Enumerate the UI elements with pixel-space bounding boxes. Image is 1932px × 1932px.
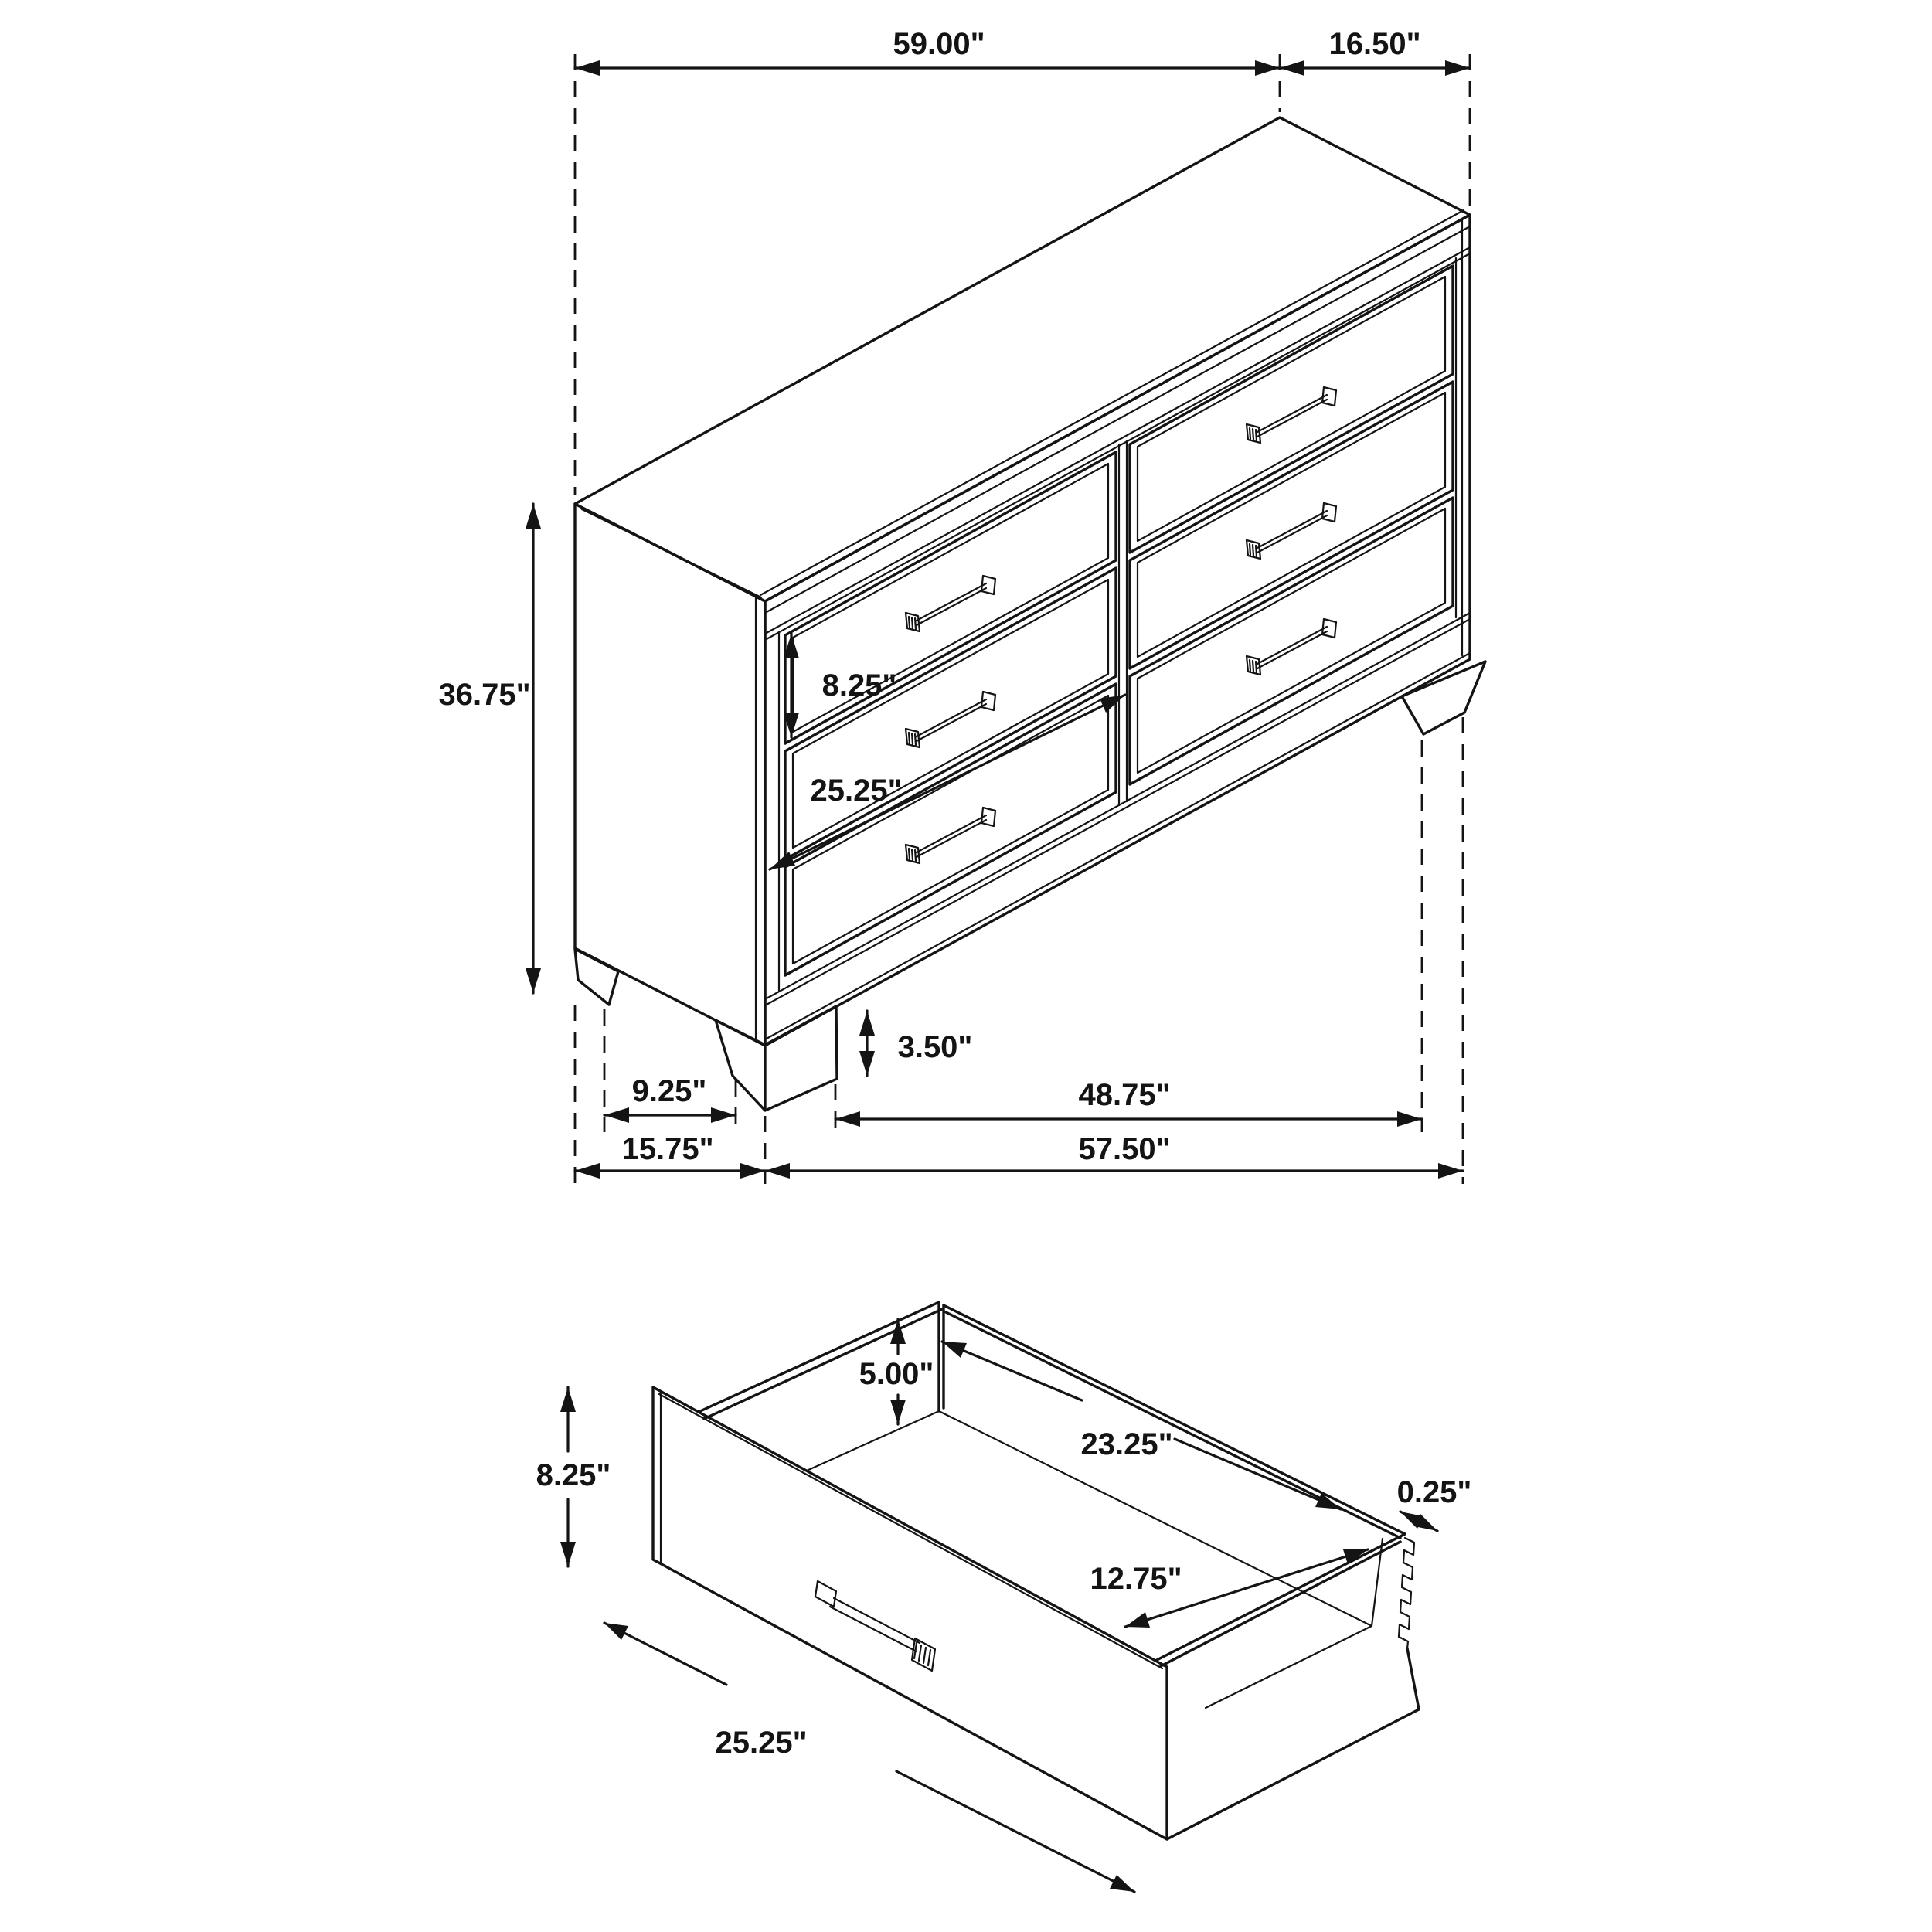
- drawer-right-bottom-silhouette: [1167, 1648, 1419, 1839]
- drawer-4-handle: [1247, 387, 1336, 443]
- drawer-front-5-inner: [1138, 393, 1445, 657]
- drawer-dim-arrowheads: [560, 1319, 1437, 1892]
- drawer-2-handle: [906, 692, 995, 747]
- drawer-3-handle: [906, 808, 995, 863]
- dim-top-width-label: 59.00": [893, 27, 985, 61]
- drawer-front-6-inner: [1138, 509, 1445, 773]
- dim-side-bottom-depth-label: 15.75": [621, 1132, 714, 1166]
- drawer-back-corner-edge: [939, 1302, 944, 1411]
- dim-interior-depth-label: 23.25": [1080, 1427, 1173, 1461]
- dim-overall-height-label: 36.75": [438, 678, 531, 712]
- dim-interior-width-label: 12.75": [1090, 1562, 1182, 1596]
- dim-bottom-width-label: 57.50": [1078, 1132, 1171, 1166]
- dim-drawer-front-width-label: 25.25": [810, 774, 903, 808]
- dresser-view: [438, 27, 1485, 1184]
- drawer-5-handle: [1247, 503, 1336, 559]
- drawer-box-view: [536, 1302, 1472, 1892]
- dim-box-front-width-label: 25.25": [715, 1726, 808, 1760]
- dresser-center-stile: [1119, 440, 1127, 805]
- dim-front-bottom-width-label: 48.75": [1078, 1078, 1171, 1112]
- drawer-front-4-inner: [1138, 277, 1445, 541]
- dim-depth-label: 16.50": [1328, 27, 1421, 61]
- dim-box-front-height-label: 8.25": [536, 1458, 611, 1492]
- dim-foot-height-label: 3.50": [897, 1030, 973, 1064]
- drawer-right-wall-top-edge: [1155, 1534, 1405, 1666]
- dim-line-box-front-width: [604, 1623, 1134, 1892]
- drawer-front-2-outer: [785, 568, 1116, 859]
- drawer-dovetail-joint: [1399, 1538, 1414, 1648]
- drawer-front-3-outer: [785, 684, 1116, 975]
- dim-foot-gap-label: 9.25": [631, 1074, 707, 1108]
- dresser-front-left-foot: [716, 1006, 837, 1111]
- dim-interior-back-height-label: 5.00": [859, 1357, 934, 1391]
- drawer-6-handle: [1247, 619, 1336, 675]
- dresser-front-top-band: [765, 226, 1470, 640]
- drawer-1-handle: [906, 576, 995, 631]
- dim-panel-thickness-label: 0.25": [1396, 1475, 1472, 1509]
- dresser-handles: [906, 387, 1336, 863]
- dim-drawer-front-height-label: 8.25": [821, 668, 897, 702]
- dresser-top-face-inner-edges: [582, 210, 1464, 597]
- dresser-back-left-foot: [575, 949, 618, 1005]
- dim-line-interior-depth: [942, 1342, 1341, 1509]
- dresser-top-face: [575, 117, 1470, 601]
- drawer-back-wall-top-edge: [944, 1305, 1405, 1538]
